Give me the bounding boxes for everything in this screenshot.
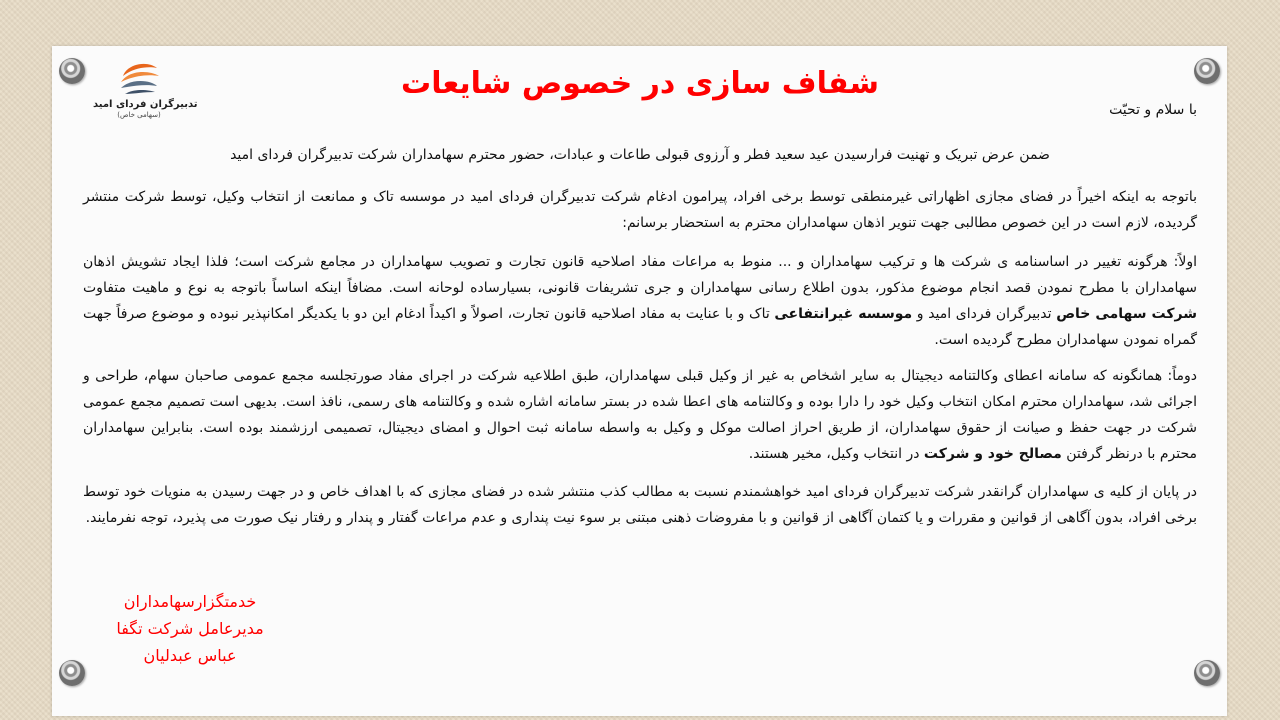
emphasis-interests: مصالح خود و شرکت	[923, 446, 1062, 462]
company-logo	[93, 58, 198, 130]
emphasis-institute-type: موسسه غیرانتفاعی	[774, 306, 913, 322]
signature-position: مدیرعامل شرکت تگفا	[116, 619, 264, 638]
pushpin-icon	[1194, 58, 1220, 84]
signature-role: خدمتگزارسهامداران	[123, 592, 257, 611]
paragraph-text: دوماً: همانگونه که سامانه اعطای وکالتنامه دیجیتال به سایر اشخاص به غیر از وکیل قبلی سهامداران، طبق اطلاعیه شرکت در اجرای مفاد صورتجلسه مجمع عمومی صاحبان سهام، طراحی و اجرائی شد، سهامداران محترم امکان انتخاب وکیل خود را دارا بوده و وکالتنامه های اعطا شده در بستر سامانه اشاره شده و وکالتنامه های رسمی، نافذ است. بدیهی است تصمیم مجمع عمومی شرکت در جهت حفظ و صیانت از حقوق سهامداران، از طریق احراز اصالت موکل و وکیل به واسطه سامانه ثبت احوال و امضای دیجیتال، تصمیمی ارزشمند بوده است. بنابراین سهامداران محترم با درنظر گرفتن	[83, 368, 1197, 462]
signature-block	[95, 588, 285, 669]
paragraph-second-point	[83, 363, 1197, 467]
pushpin-icon	[59, 660, 85, 686]
letter-body	[83, 184, 1197, 544]
pushpin-icon	[59, 58, 85, 84]
paragraph-text: تدبیرگران فردای امید و	[912, 306, 1057, 322]
paragraph-text: تاک و با عنایت به مفاد اصلاحیه قانون تجارت، اصولاً و اکیداً ادغام این دو با یکدیگر امکانپذیر نبوده و موضوع صرفاً جهت گمراه نمودن سهامداران مطرح گردیده است.	[83, 306, 1197, 348]
logo-subtitle: (سهامی خاص)	[117, 111, 161, 119]
logo-name: تدبیرگران فردای امید	[93, 99, 198, 110]
paragraph-first-point	[83, 249, 1197, 353]
paragraph-closing: در پایان از کلیه ی سهامداران گرانقدر شرکت تدبیرگران فردای امید خواهشمندم نسبت به مطالب کذب منتشر شده در فضای مجازی که با اهداف خاص و در جهت رسیدن به منویات خود توسط برخی افراد، بدون آگاهی از قوانین و مقررات و یا کتمان آگاهی از قوانین و با مفروضات ذهنی مبتنی بر سوء نیت پنداری و عدم مراعات گفتار و پندار و رفتار نیک صورت می پذیرد، توجه نفرمایند.	[83, 484, 1197, 526]
page-title: شفاف سازی در خصوص شایعات	[401, 66, 879, 101]
intro-paragraph: ضمن عرض تبریک و تهنیت فرارسیدن عید سعید فطر و آرزوی قبولی طاعات و عبادات، حضور محترم سهامداران شرکت تدبیرگران فردای امید	[230, 147, 1050, 163]
logo-mark-icon	[117, 58, 161, 98]
paragraph-context: باتوجه به اینکه اخیراً در فضای مجازی اظهاراتی غیرمنطقی توسط برخی افراد، پیرامون ادغام شرکت تدبیرگران فردای امید در موسسه تاک و ممانعت از انتخاب وکیل، توسط شرکت منتشر گردیده، لازم است در این خصوص مطالبی جهت تنویر اذهان سهامداران محترم به استحضار برسانم:	[83, 189, 1197, 231]
pushpin-icon	[1194, 660, 1220, 686]
emphasis-company-type: شرکت سهامی خاص	[1056, 306, 1198, 322]
greeting: با سلام و تحیّت	[1109, 102, 1197, 118]
paragraph-text: اولاً: هرگونه تغییر در اساسنامه ی شرکت ها و ترکیب سهامداران و ... منوط به مراعات مفاد اصلاحیه قانون تجارت و تصویب سهامداران در مجامع شرکت است؛ فلذا ایجاد تشویش اذهان سهامداران با مطرح نمودن قصد انجام موضوع مذکور، بدون اطلاع رسانی سهامداران و جری تشریفات قانونی، بسیارساده لوحانه است. مضافاً اینکه اساساً باتوجه به نوع و ماهیت متفاوت	[83, 254, 1197, 296]
paragraph-text: در انتخاب وکیل، مخیر هستند.	[748, 446, 924, 462]
signature-name: عباس عبدلیان	[143, 646, 237, 665]
